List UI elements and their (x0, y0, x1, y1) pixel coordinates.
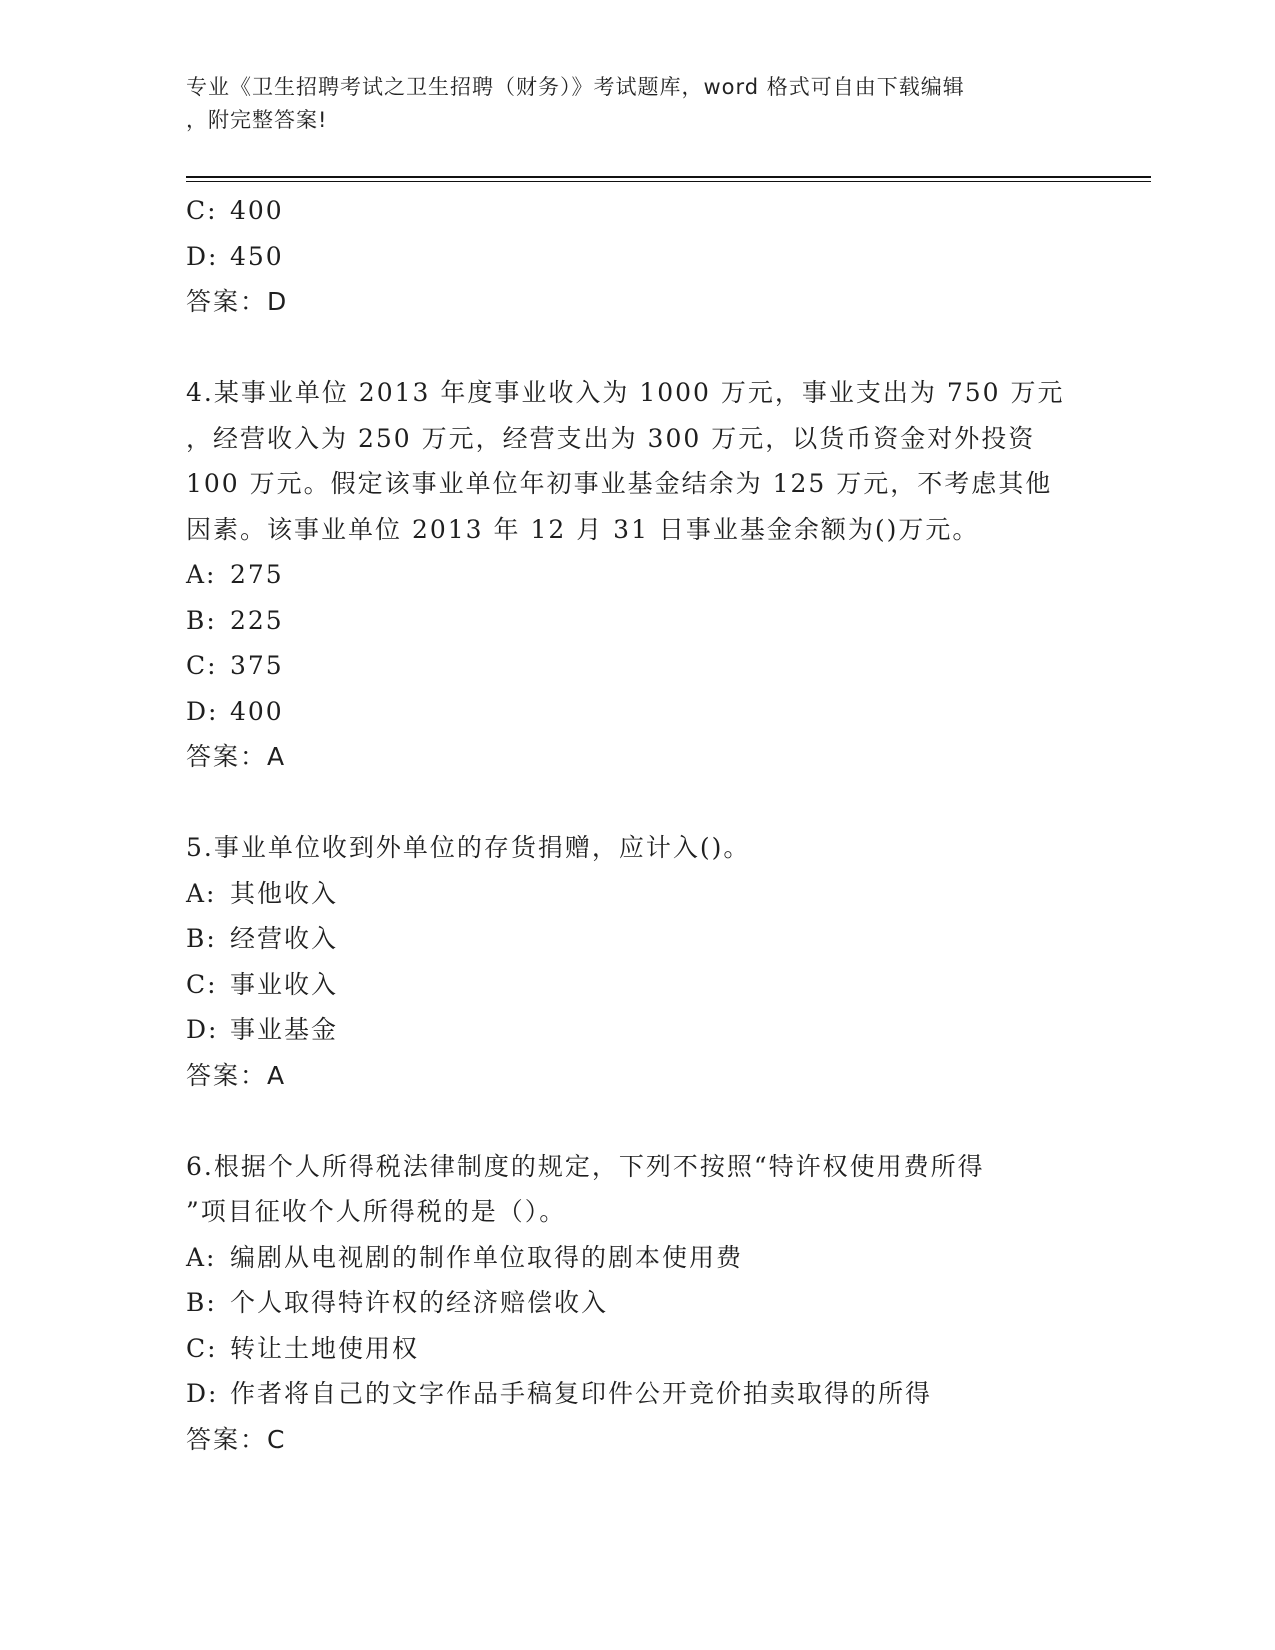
question-text-line: 因素。该事业单位 2013 年 12 月 31 日事业基金余额为()万元。 (186, 514, 980, 544)
option-text: 400 (230, 696, 284, 726)
option-d (186, 689, 1086, 735)
question-text-line: ”项目征收个人所得税的是（）。 (186, 1197, 567, 1226)
option-d (186, 1371, 1086, 1417)
spacer (186, 325, 1086, 371)
option-text: 作者将自己的文字作品手稿复印件公开竞价拍卖取得的所得 (230, 1379, 933, 1408)
option-letter: C: (186, 969, 218, 999)
spacer (186, 780, 1086, 826)
option-text: 400 (230, 196, 284, 225)
option-text: 375 (230, 651, 284, 680)
answer: 答案：D (186, 287, 289, 316)
option-c (186, 962, 1086, 1008)
option-letter: D: (186, 241, 219, 271)
answer: 答案：A (186, 1060, 287, 1090)
option-letter: C: (186, 651, 218, 680)
option-text: 转让土地使用权 (230, 1333, 420, 1363)
option-c (186, 188, 1086, 234)
question-5 (186, 825, 1086, 1098)
option-b (186, 916, 1086, 962)
option-text: 编剧从电视剧的制作单位取得的剧本使用费 (230, 1242, 744, 1272)
option-text: 个人取得特许权的经济赔偿收入 (230, 1288, 609, 1317)
option-text: 事业收入 (230, 969, 339, 999)
document-header (186, 71, 1096, 137)
spacer (186, 1098, 1086, 1144)
option-letter: B: (186, 1288, 217, 1317)
option-d (186, 1007, 1086, 1053)
option-text: 其他收入 (230, 878, 339, 908)
option-letter: A: (186, 1242, 217, 1272)
option-c (186, 1326, 1086, 1372)
option-text: 275 (230, 560, 284, 589)
option-text: 225 (230, 605, 284, 635)
question-6 (186, 1144, 1086, 1463)
header-line-1: 专业《卫生招聘考试之卫生招聘（财务）》考试题库，word 格式可自由下载编辑 (186, 75, 965, 99)
option-letter: C: (186, 1333, 218, 1363)
option-text: 事业基金 (230, 1015, 339, 1044)
question-3 (186, 188, 1086, 325)
option-text: 450 (230, 241, 284, 271)
option-letter: D: (186, 696, 219, 726)
option-text: 经营收入 (230, 924, 339, 953)
option-b (186, 1280, 1086, 1326)
question-text-line: 4.某事业单位 2013 年度事业收入为 1000 万元，事业支出为 750 万元 (186, 378, 1065, 407)
header-line-2: ，附完整答案! (186, 108, 328, 132)
option-letter: D: (186, 1379, 219, 1408)
header-divider-thin (186, 181, 1151, 182)
option-a (186, 552, 1086, 598)
question-text-line: 6.根据个人所得税法律制度的规定，下列不按照“特许权使用费所得 (186, 1151, 985, 1181)
option-d (186, 234, 1086, 280)
option-letter: A: (186, 560, 217, 589)
option-letter: B: (186, 605, 217, 635)
question-text-line: 5.事业单位收到外单位的存货捐赠，应计入()。 (186, 833, 751, 862)
answer: 答案：A (186, 742, 287, 771)
question-text-line: 100 万元。假定该事业单位年初事业基金结余为 125 万元，不考虑其他 (186, 469, 1053, 498)
answer: 答案：C (186, 1424, 287, 1454)
option-b (186, 598, 1086, 644)
option-letter: A: (186, 878, 217, 908)
option-letter: B: (186, 924, 217, 953)
option-c (186, 643, 1086, 689)
question-content (186, 188, 1086, 1462)
option-a (186, 1235, 1086, 1281)
header-divider-thick (186, 176, 1151, 178)
option-letter: D: (186, 1015, 219, 1044)
question-text-line: ，经营收入为 250 万元，经营支出为 300 万元，以货币资金对外投资 (186, 423, 1036, 453)
question-4 (186, 370, 1086, 780)
option-letter: C: (186, 196, 218, 225)
option-a (186, 871, 1086, 917)
